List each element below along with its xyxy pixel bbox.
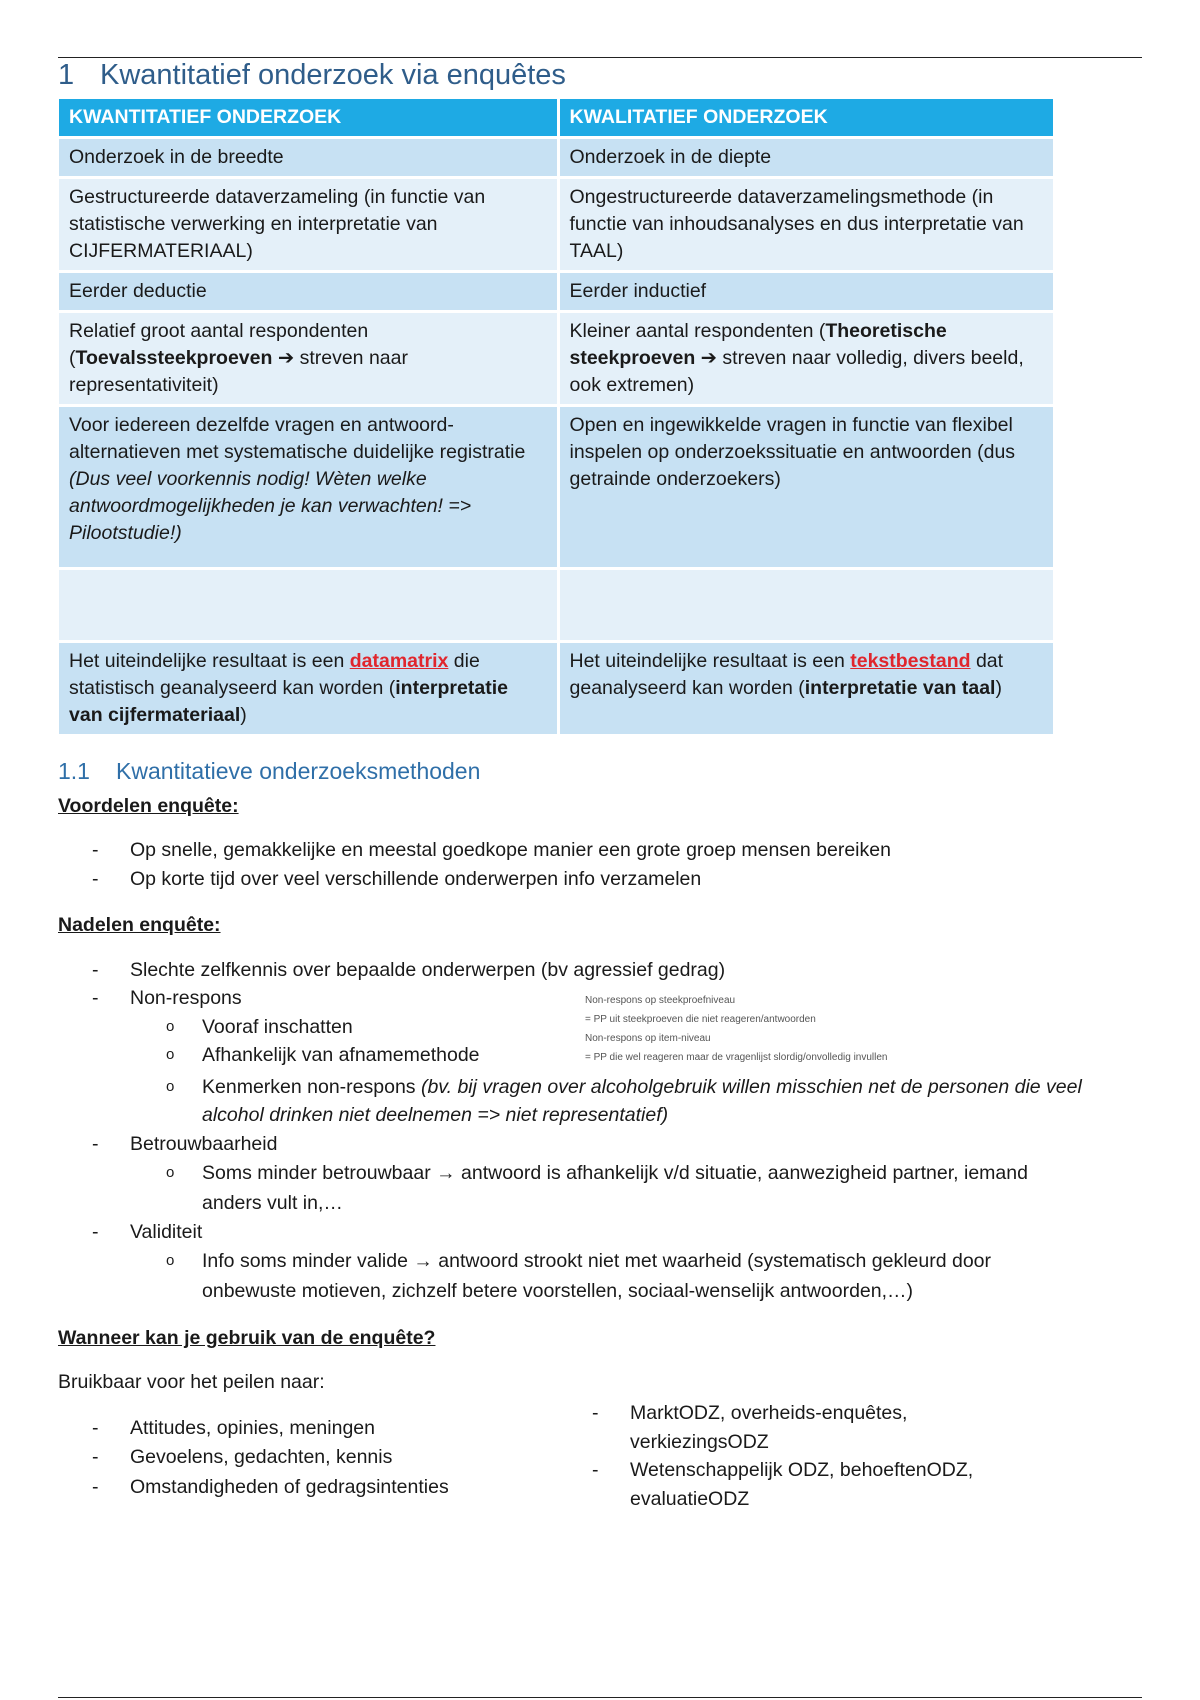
bullet-dash: - [92, 1446, 99, 1468]
table-row [59, 272, 1054, 312]
comparison-table [59, 99, 1056, 737]
sub-list-item-continued: alcohol drinken niet deelnemen => niet representatief) [202, 1104, 669, 1126]
cell-text: Het uiteindelijke resultaat is een [69, 650, 350, 672]
sub-list-item: Soms minder betrouwbaar → antwoord is afhankelijk v/d situatie, aanwezigheid partner, iemand [202, 1162, 1028, 1184]
sub-list-item: Info soms minder valide → antwoord strookt niet met waarheid (systematisch gekleurd door [202, 1250, 992, 1272]
margin-note: Non-respons op item-niveau [585, 1033, 711, 1044]
list-item: Slechte zelfkennis over bepaalde onderwerpen (bv agressief gedrag) [130, 959, 726, 981]
table-cell: Eerder inductief [558, 272, 1054, 312]
bullet-dash: - [92, 987, 99, 1009]
list-item: Op korte tijd over veel verschillende onderwerpen info verzamelen [130, 868, 702, 890]
bullet-dash: - [92, 1417, 99, 1439]
table-row [59, 642, 1054, 736]
highlight-tekstbestand: tekstbestand [850, 650, 971, 672]
cell-text: Voor iedereen dezelfde vragen en antwoord-alternatieven met systematische duidelijke registratie [69, 414, 526, 463]
cell-bold-text: Toevalssteekproeven [75, 347, 273, 369]
cell-bold-text: Theoretische steekproeven [569, 320, 947, 369]
margin-note: = PP die wel reageren maar de vragenlijst slordig/onvolledig invullen [585, 1052, 888, 1063]
table-row [59, 178, 1054, 272]
bullet-dash: - [92, 868, 99, 890]
cell-text: Kleiner aantal respondenten ( [569, 320, 826, 342]
bullet-dash: - [592, 1459, 599, 1481]
cell-italic-text: (Dus veel voorkennis nodig! Wèten welke antwoordmogelijkheden je kan verwachten! => Pilootstudie!) [69, 468, 472, 544]
wanneer-title: Wanneer kan je gebruik van de enquête? [58, 1327, 436, 1349]
voordelen-title: Voordelen enquête: [58, 795, 239, 817]
cell-text: Relatief groot aantal respondenten ( [69, 320, 369, 369]
table-cell: Onderzoek in de breedte [59, 138, 558, 178]
heading-number: 1 [58, 59, 75, 91]
list-item: MarktODZ, overheids-enquêtes, [630, 1402, 908, 1424]
section-heading [58, 756, 480, 786]
list-item: Attitudes, opinies, meningen [130, 1417, 375, 1439]
nadelen-title: Nadelen enquête: [58, 914, 221, 936]
cell-text: dat geanalyseerd kan worden ( [569, 650, 1004, 699]
sub-list-item-continued: onbewuste motieven, zichzelf betere voorstellen, sociaal-wenselijk antwoorden,…) [202, 1280, 914, 1302]
table-cell: Onderzoek in de diepte [558, 138, 1054, 178]
item-text: Kenmerken non-respons [202, 1076, 421, 1098]
cell-text: die statistisch geanalyseerd kan worden ( [69, 650, 480, 699]
highlight-datamatrix: datamatrix [349, 650, 449, 672]
cell-text: ➔ streven naar representativiteit) [69, 347, 408, 396]
table-header-row [59, 99, 1054, 138]
table-cell: Eerder deductie [59, 272, 558, 312]
list-item: Omstandigheden of gedragsintenties [130, 1476, 449, 1498]
sub-list-item: Vooraf inschatten [202, 1016, 353, 1038]
heading-title: Kwantitatief onderzoek via enquêtes [100, 59, 566, 91]
table-cell [558, 642, 1054, 736]
sub-list-item [202, 1074, 1082, 1100]
cell-text: ➔ streven naar volledig, divers beeld, ook extremen) [569, 347, 1024, 396]
bottom-rule [58, 1697, 1142, 1698]
list-item: Betrouwbaarheid [130, 1133, 278, 1155]
header-kwantitatief: KWANTITATIEF ONDERZOEK [59, 99, 558, 138]
sub-list-item-continued: anders vult in,… [202, 1192, 343, 1214]
cell-bold-text: interpretatie van cijfermateriaal [69, 677, 508, 726]
table-cell [558, 312, 1054, 406]
list-item: Validiteit [130, 1221, 203, 1243]
bullet-dash: - [92, 959, 99, 981]
cell-bold-text: interpretatie van taal [804, 677, 996, 699]
bullet-circle: o [166, 1018, 175, 1035]
section-title: Kwantitatieve onderzoeksmethoden [116, 758, 481, 784]
table-cell-empty [558, 569, 1054, 642]
cell-text: ) [995, 677, 1002, 699]
list-item-continued: evaluatieODZ [630, 1488, 750, 1510]
section-number: 1.1 [58, 758, 90, 784]
bullet-dash: - [592, 1402, 599, 1424]
cell-text: Het uiteindelijke resultaat is een [569, 650, 851, 672]
margin-note: = PP uit steekproeven die niet reageren/antwoorden [585, 1014, 816, 1025]
table-cell: Open en ingewikkelde vragen in functie van flexibel inspelen op onderzoekssituatie en antwoorden (dus getrainde onderzoekers) [558, 406, 1054, 569]
bullet-circle: o [166, 1164, 175, 1181]
table-row [59, 138, 1054, 178]
bullet-dash: - [92, 1476, 99, 1498]
table-row [59, 312, 1054, 406]
page-title [58, 55, 566, 95]
list-item: Non-respons [130, 987, 242, 1009]
table-cell: Ongestructureerde dataverzamelingsmethode (in functie van inhoudsanalyses en dus interpretatie van TAAL) [558, 178, 1054, 272]
bullet-circle: o [166, 1046, 175, 1063]
margin-note: Non-respons op steekproefniveau [585, 995, 736, 1006]
table-row [59, 406, 1054, 569]
bullet-circle: o [166, 1252, 175, 1269]
sub-list-item: Afhankelijk van afnamemethode [202, 1044, 480, 1066]
table-cell: Gestructureerde dataverzameling (in functie van statistische verwerking en interpretatie van CIJFERMATERIAAL) [59, 178, 558, 272]
list-item: Gevoelens, gedachten, kennis [130, 1446, 393, 1468]
cell-text: ) [240, 704, 247, 726]
wanneer-intro: Bruikbaar voor het peilen naar: [58, 1371, 325, 1393]
list-item: Wetenschappelijk ODZ, behoeftenODZ, [630, 1459, 974, 1481]
bullet-circle: o [166, 1078, 175, 1095]
table-cell [59, 312, 558, 406]
bullet-dash: - [92, 1221, 99, 1243]
table-row-empty [59, 569, 1054, 642]
list-item: Op snelle, gemakkelijke en meestal goedkope manier een grote groep mensen bereiken [130, 839, 891, 861]
header-kwalitatief: KWALITATIEF ONDERZOEK [558, 99, 1054, 138]
list-item-continued: verkiezingsODZ [630, 1431, 769, 1453]
table-cell [59, 642, 558, 736]
table-cell [59, 406, 558, 569]
table-cell-empty [59, 569, 558, 642]
bullet-dash: - [92, 839, 99, 861]
bullet-dash: - [92, 1133, 99, 1155]
item-italic-text: (bv. bij vragen over alcoholgebruik willen misschien net de personen die veel [420, 1076, 1082, 1098]
